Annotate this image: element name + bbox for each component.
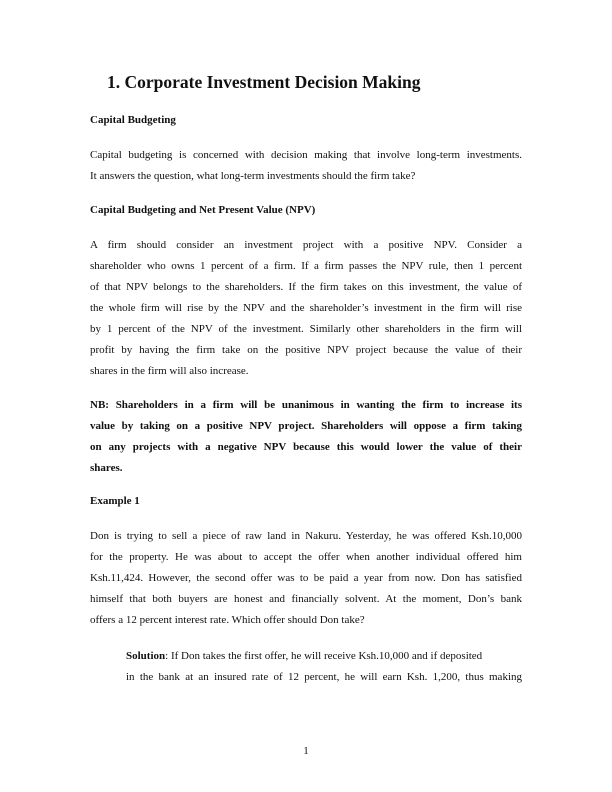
text-line: shares. xyxy=(90,462,123,474)
text-line: of that NPV belongs to the shareholders. If the firm takes on this investment, the value of xyxy=(90,281,522,293)
text-line: Ksh.11,424. However, the second offer was to be paid a year from now. Don has satisfied xyxy=(90,572,522,584)
text-line: on any projects with a negative NPV because this would lower the value of their xyxy=(90,441,522,453)
text-line: shareholder who owns 1 percent of a firm. If a firm passes the NPV rule, then 1 percent xyxy=(90,260,522,272)
heading-capital-budgeting: Capital Budgeting xyxy=(90,114,176,126)
nb-note xyxy=(90,395,522,479)
heading-example-1: Example 1 xyxy=(90,495,140,507)
text-line: A firm should consider an investment project with a positive NPV. Consider a xyxy=(90,239,522,251)
text-line: for the property. He was about to accept the offer when another individual offered him xyxy=(90,551,522,563)
document-title: 1. Corporate Investment Decision Making xyxy=(107,72,421,92)
paragraph-example-1 xyxy=(90,526,522,631)
paragraph-npv xyxy=(90,235,522,382)
solution-label: Solution xyxy=(126,650,166,662)
text-line: shares in the firm will also increase. xyxy=(90,365,249,377)
heading-npv: Capital Budgeting and Net Present Value (NPV) xyxy=(90,204,316,216)
text-line: in the bank at an insured rate of 12 percent, he will earn Ksh. 1,200, thus making xyxy=(126,671,522,683)
text-line: offers a 12 percent interest rate. Which offer should Don take? xyxy=(90,614,365,626)
paragraph-capital-budgeting xyxy=(90,145,522,187)
text-line: by 1 percent of the NPV of the investment. Similarly other shareholders in the firm will xyxy=(90,323,522,335)
text-line: NB: Shareholders in a firm will be unanimous in wanting the firm to increase its xyxy=(90,399,522,411)
text-line: profit by having the firm take on the positive NPV project because the value of their xyxy=(90,344,522,356)
text-line: Capital budgeting is concerned with decision making that involve long-term investments. xyxy=(90,149,522,161)
text-line: value by taking on a positive NPV project. Shareholders will oppose a firm taking xyxy=(90,420,522,432)
text-line: the whole firm will rise by the NPV and the shareholder’s investment in the firm will rise xyxy=(90,302,522,314)
text-line: It answers the question, what long-term investments should the firm take? xyxy=(90,170,416,182)
page-number: 1 xyxy=(303,745,309,757)
text-line xyxy=(126,646,522,667)
text-line: himself that both buyers are honest and financially solvent. At the moment, Don’s bank xyxy=(90,593,522,605)
solution-text: : If Don takes the first offer, he will receive Ksh.10,000 and if deposited xyxy=(165,650,483,662)
solution-paragraph xyxy=(126,646,522,688)
text-line: Don is trying to sell a piece of raw land in Nakuru. Yesterday, he was offered Ksh.10,000 xyxy=(90,530,522,542)
